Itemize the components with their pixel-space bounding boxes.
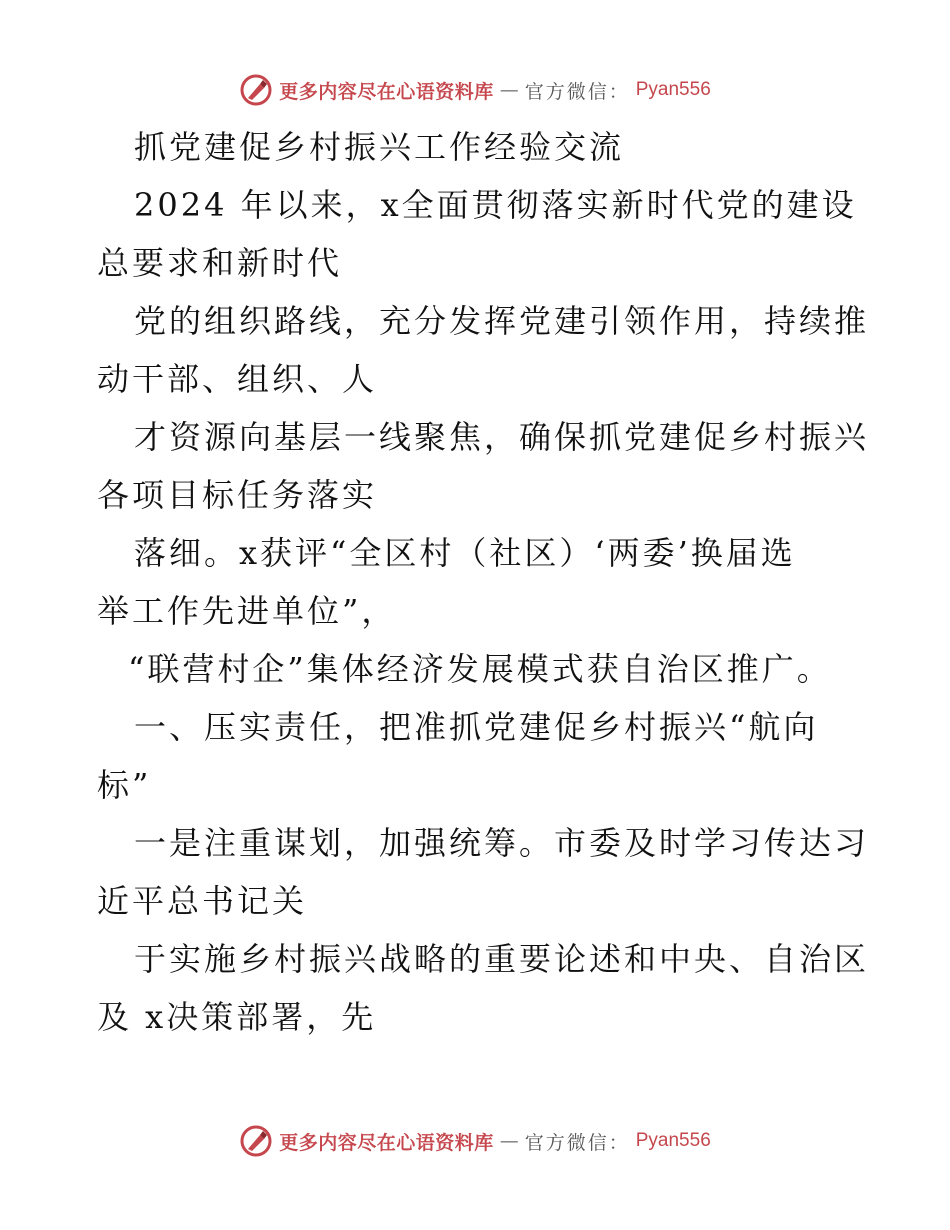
section-heading-continued: 标”: [97, 766, 152, 804]
document-title: 抓党建促乡村振兴工作经验交流: [134, 128, 625, 166]
paragraph-line: 举工作先进单位”，: [97, 592, 397, 630]
paragraph-line: 近平总书记关: [97, 882, 308, 920]
watermark-site-name: 更多内容尽在心语资料库: [279, 80, 494, 103]
paragraph-line: 及 x决策部署，先: [97, 998, 377, 1036]
watermark-site-name: 更多内容尽在心语资料库: [279, 1131, 494, 1154]
watermark-dash: —: [499, 1130, 519, 1152]
paragraph-line: 于实施乡村振兴战略的重要论述和中央、自治区: [134, 940, 870, 978]
paragraph-line: 落细。x获评“全区村（社区）‘两委’换届选: [134, 534, 796, 572]
header-watermark: [0, 70, 950, 110]
paragraph-line: 党的组织路线，充分发挥党建引领作用，持续推: [134, 302, 870, 340]
section-heading: 一、压实责任，把准抓党建促乡村振兴“航向: [134, 708, 819, 746]
paragraph-line: 各项目标任务落实: [97, 476, 378, 514]
pen-logo-icon: [239, 1124, 273, 1158]
footer-watermark: [0, 1121, 950, 1161]
paragraph-line: 才资源向基层一线聚焦，确保抓党建促乡村振兴: [134, 418, 870, 456]
watermark-wechat-handle: Pyan556: [635, 1130, 711, 1151]
paragraph-line: 2024 年以来，x全面贯彻落实新时代党的建设: [134, 186, 857, 224]
paragraph-line: 总要求和新时代: [97, 244, 343, 282]
paragraph-line: “联营村企”集体经济发展模式获自治区推广。: [128, 650, 832, 688]
paragraph-line: 动干部、组织、人: [97, 360, 378, 398]
watermark-wechat-label: 官方微信：: [524, 80, 630, 103]
pen-logo-icon: [239, 73, 273, 107]
watermark-dash: —: [499, 79, 519, 101]
watermark-wechat-label: 官方微信：: [524, 1131, 630, 1154]
paragraph-line: 一是注重谋划，加强统筹。市委及时学习传达习: [134, 824, 870, 862]
watermark-wechat-handle: Pyan556: [635, 79, 711, 100]
